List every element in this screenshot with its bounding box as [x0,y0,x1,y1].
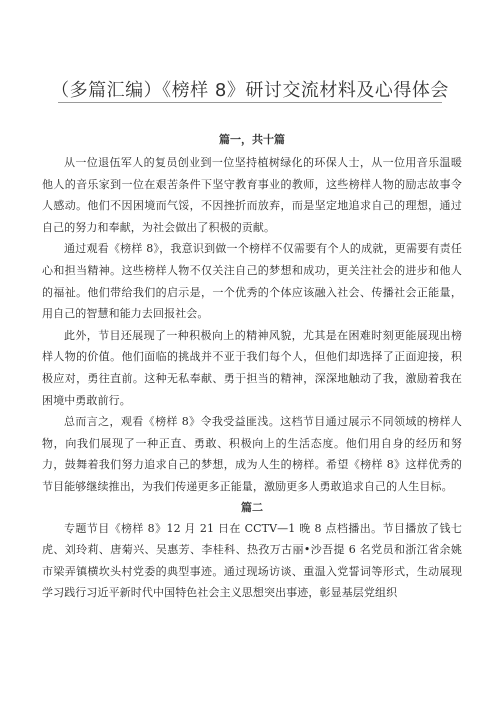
document-body [42,132,462,604]
document-title: （多篇汇编）《榜样 8》研讨交流材料及心得体会 [51,80,449,101]
section-heading-1: 篇一，共十篇 [219,133,285,146]
paragraph: 总而言之，观看《榜样 8》令我受益匪浅。这档节目通过展示不同领域的榜样人物，向我们展现了一种正直、勇敢、积极向上的生活态度。他们用自身的经历和努力，鼓舞着我们努力追求自己的梦想，成为人生的榜样。希望《榜样 8》这样优秀的节目能够继续推出，为我们传递更多正能量，激励更多人勇敢追求自己的人生目标。 [42,415,462,493]
paragraph: 从一位退伍军人的复员创业到一位坚持植树绿化的环保人士，从一位用音乐温暖他人的音乐家到一位在艰苦条件下坚守教育事业的教师，这些榜样人物的励志故事令人感动。他们不因困境而气馁，不因挫折而放弃，而是坚定地追求自己的理想，通过自己的努力和奉献，为社会做出了积极的贡献。 [42,156,462,234]
title-underline [58,102,442,103]
paragraph: 此外，节目还展现了一种积极向上的精神风貌，尤其是在困难时刻更能展现出榜样人物的价值。他们面临的挑战并不亚于我们每个人，但他们却选择了正面迎接，积极应对，勇往直前。这种无私奉献、勇于担当的精神，深深地触动了我，激励着我在困境中勇敢前行。 [42,328,462,407]
paragraph: 专题节目《榜样 8》12 月 21 日在 CCTV—1 晚 8 点档播出。节目播放了钱七虎、刘玲莉、唐菊兴、吴惠芳、李桂科、热孜万古丽•沙吾提 6 名党员和浙江省余姚市梁弄镇横坎头村党委的典型事迹。通过现场访谈、重温入党誓词等形式，生动展现学习践行习近平新时代中国特色社会主义思想突出事迹，彰显基层党组织 [42,521,462,600]
paragraph: 通过观看《榜样 8》，我意识到做一个榜样不仅需要有个人的成就，更需要有责任心和担当精神。这些榜样人物不仅关注自己的梦想和成功，更关注社会的进步和他人的福祉。他们带给我们的启示是，一个优秀的个体应该融入社会、传播社会正能量，用自己的智慧和能力去回报社会。 [42,242,462,321]
section-heading-2: 篇二 [241,500,263,514]
